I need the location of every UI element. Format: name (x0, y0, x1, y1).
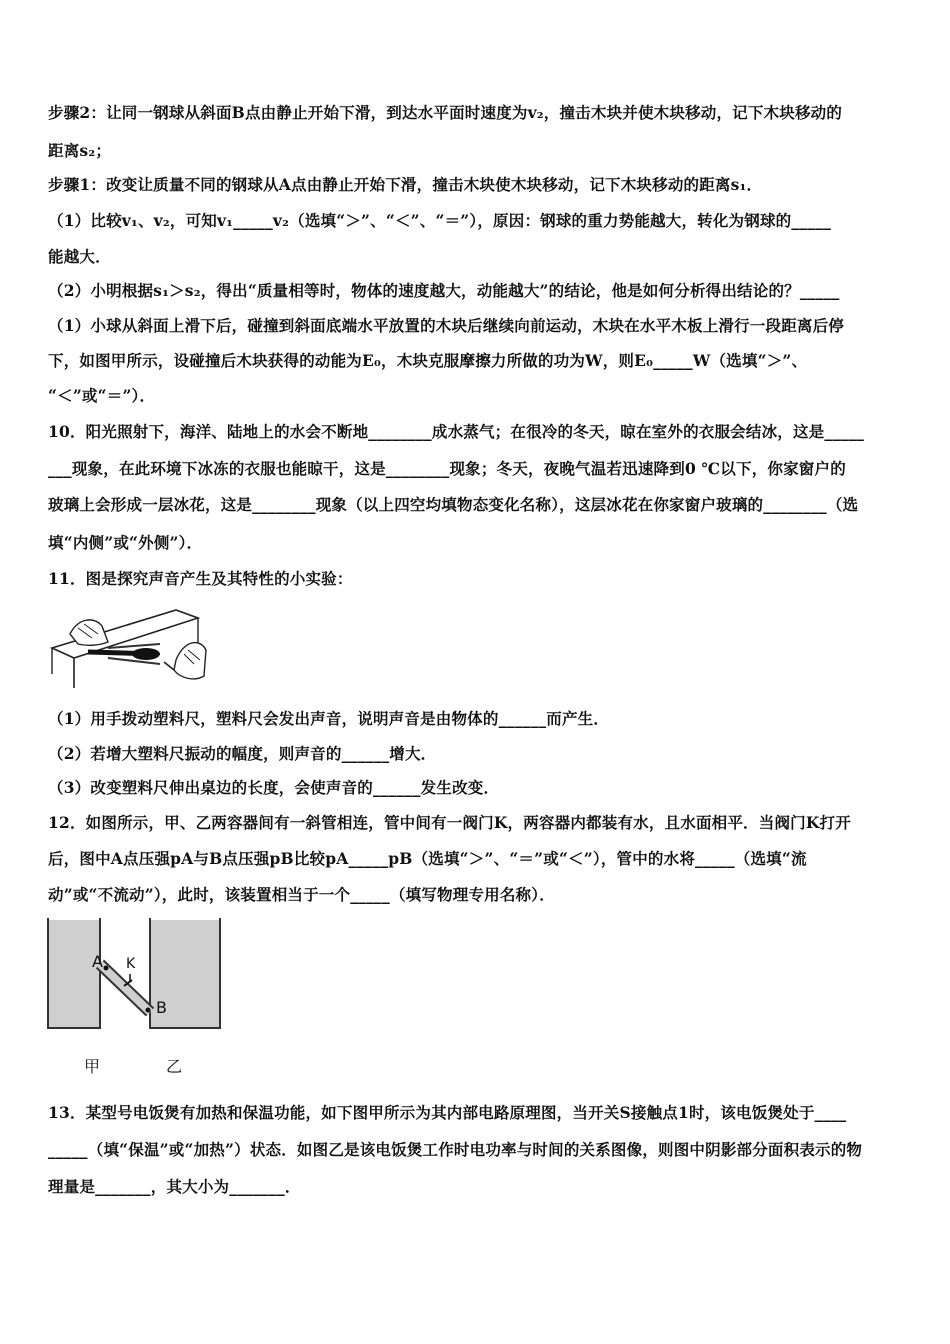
text-line: _____（填“保温”或“加热”）状态．如图乙是该电饭煲工作时电功率与时间的关系图像，则图中阴影部分面积表示的物 (48, 1140, 863, 1159)
label-valve-k: K (126, 956, 136, 972)
text-line: （2）小明根据s₁＞s₂，得出“质量相等时，物体的速度越大，动能越大”的结论，他是如何分析得出结论的？_____ (48, 281, 840, 300)
text-line: 填“内侧”或“外侧”）． (48, 533, 203, 552)
text-line: 距离s₂； (48, 141, 112, 160)
text-line: （1）用手拨动塑料尺，塑料尺会发出声音，说明声音是由物体的______而产生． (48, 709, 610, 728)
connected-containers-figure (46, 918, 222, 1078)
text-line: 13．某型号电饭煲有加热和保温功能，如下图甲所示为其内部电路原理图，当开关S接触点1时，该电饭煲处于____ (48, 1103, 847, 1122)
text-line: 玻璃上会形成一层冰花，这是________现象（以上四空均填物态变化名称），这层冰花在你家窗户玻璃的________（选 (48, 495, 859, 514)
text-line: ___现象，在此环境下冰冻的衣服也能晾干，这是________现象；冬天，夜晚气温若迅速降到0 ℃以下，你家窗户的 (48, 459, 846, 478)
text-line: （1）比较v₁、v₂，可知v₁_____v₂（选填“＞”、“＜”、“＝”），原因：钢球的重力势能越大，转化为钢球的_____ (48, 211, 832, 230)
text-line: 12．如图所示，甲、乙两容器间有一斜管相连，管中间有一阀门K，两容器内都装有水，且水面相平．当阀门K打开 (48, 813, 851, 832)
label-point-b: B (156, 998, 167, 1017)
text-line: 动”或“不流动”），此时，该装置相当于一个_____（填写物理专用名称）． (48, 885, 555, 904)
text-line: （2）若增大塑料尺振动的幅度，则声音的______增大． (48, 744, 437, 763)
caption-container-jia: 甲 (84, 1057, 101, 1076)
text-line: 11．图是探究声音产生及其特性的小实验： (48, 569, 353, 588)
text-line: 能越大． (48, 247, 111, 266)
containers-diagram (46, 918, 222, 1030)
text-line: （1）小球从斜面上滑下后，碰撞到斜面底端水平放置的木块后继续向前运动，木块在水平木板上滑行一段距离后停 (48, 316, 844, 335)
text-line: 理量是_______，其大小为_______． (48, 1177, 301, 1196)
ruler-vibration-figure (48, 604, 208, 692)
label-point-a: A (92, 952, 103, 971)
text-line: （3）改变塑料尺伸出桌边的长度，会使声音的______发生改变． (48, 778, 500, 797)
caption-container-yi: 乙 (166, 1057, 183, 1076)
text-line: 步骤2：让同一钢球从斜面B点由静止开始下滑，到达水平面时速度为v₂，撞击木块并使木块移动，记下木块移动的 (48, 103, 843, 122)
text-line: 步骤1：改变让质量不同的钢球从A点由静止开始下滑，撞击木块使木块移动，记下木块移动的距离s₁． (48, 175, 763, 194)
text-line: 后，图中A点压强pA与B点压强pB比较pA_____pB（选填“＞”、“＝”或“＜”），管中的水将_____（选填“流 (48, 849, 807, 868)
text-line: “＜”或“＝”）． (48, 386, 156, 405)
text-line: 下，如图甲所示，设碰撞后木块获得的动能为E₀，木块克服摩擦力所做的功为W，则E₀_____W（选填“＞”、 (48, 351, 808, 370)
text-line: 10．阳光照射下，海洋、陆地上的水会不断地________成水蒸气；在很冷的冬天，晾在室外的衣服会结冰，这是_____ (48, 422, 865, 441)
ruler-hand-icon (48, 604, 208, 692)
